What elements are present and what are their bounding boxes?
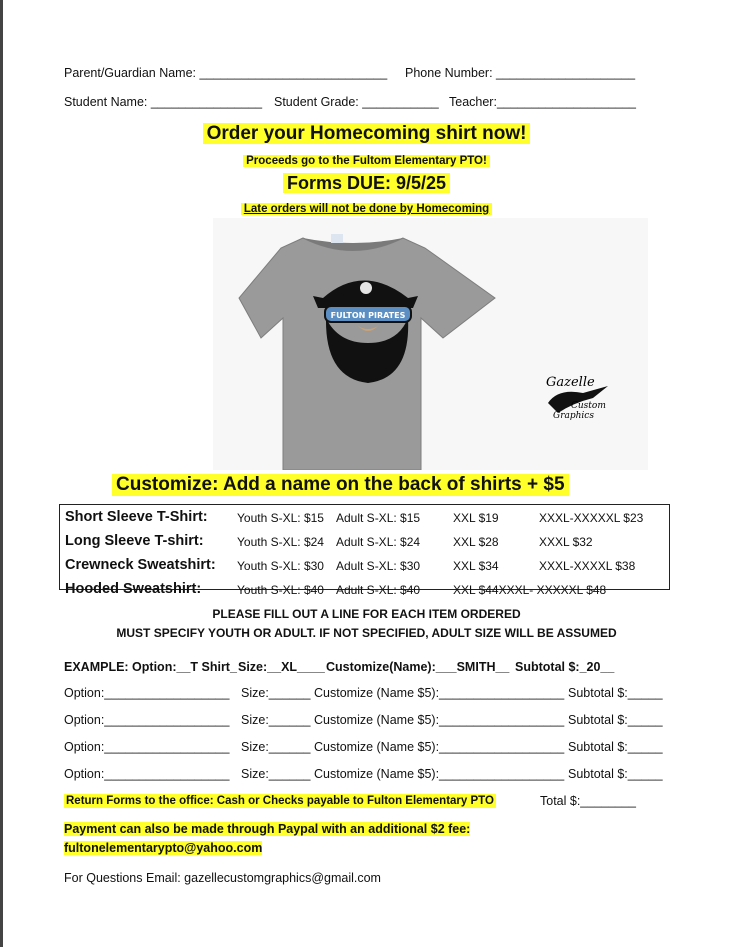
price-youth: Youth S-XL: $40 [237, 583, 324, 597]
subtotal-field[interactable]: Subtotal $:_____ [568, 767, 663, 781]
price-youth: Youth S-XL: $30 [237, 559, 324, 573]
price-youth: Youth S-XL: $15 [237, 511, 324, 525]
option-field[interactable]: Option:__________________ [64, 767, 230, 781]
subtotal-field[interactable]: Subtotal $:_____ [568, 740, 663, 754]
size-field[interactable]: Size:______ [241, 740, 311, 754]
shirt-image [213, 218, 648, 470]
parent-guardian-field [64, 66, 387, 80]
price-xxl: XXL $28 [453, 535, 499, 549]
brand-custom: Custom [571, 401, 606, 411]
option-field[interactable]: Option:__________________ [64, 713, 230, 727]
paypal-fee-text: Payment can also be made through Paypal with an additional $2 fee: [64, 822, 471, 836]
shirt-banner-text: FULTON PIRATES [330, 311, 406, 320]
price-xxl: XXL $19 [453, 511, 499, 525]
student-grade-label: Student Grade: ___________ [274, 95, 439, 109]
title-due-date: Forms DUE: 9/5/25 [283, 173, 450, 193]
option-field[interactable]: Option:__________________ [64, 740, 230, 754]
title-late-notice: Late orders will not be done by Homecoming [241, 203, 492, 215]
paypal-email[interactable]: fultonelementarypto@yahoo.com [64, 841, 263, 855]
option-field[interactable]: Option:__________________ [64, 686, 230, 700]
student-name-field [64, 95, 262, 109]
student-name-label: Student Name: ________________ [64, 95, 263, 109]
notice-fill-line: PLEASE FILL OUT A LINE FOR EACH ITEM ORDERED [212, 607, 521, 621]
size-field[interactable]: Size:______ [241, 713, 311, 727]
title-late-row [0, 199, 733, 217]
tshirt-graphic [213, 218, 648, 470]
skull-emblem [360, 282, 372, 294]
price-item-name: Hooded Sweatshirt: [65, 581, 202, 597]
brand-graphics: Graphics [553, 411, 594, 421]
example-customize: Customize(Name):___SMITH__ [326, 660, 510, 674]
student-grade-field [274, 95, 439, 109]
example-subtotal: Subtotal $:_20__ [515, 660, 615, 674]
questions-email: For Questions Email: gazellecustomgraphics@gmail.com [64, 871, 381, 885]
price-xxxl: XXXL-XXXXL $38 [539, 559, 636, 573]
price-xxxl: XXXL $32 [539, 535, 593, 549]
teacher-field [449, 95, 636, 109]
parent-name-label: Parent/Guardian Name: ___________________________ [64, 66, 388, 80]
price-adult: Adult S-XL: $30 [336, 559, 421, 573]
price-xxl: XXL $34 [453, 559, 499, 573]
subtotal-field[interactable]: Subtotal $:_____ [568, 713, 663, 727]
price-adult: Adult S-XL: $40 [336, 583, 421, 597]
teacher-label: Teacher:____________________ [449, 95, 636, 109]
title-proceeds-row [0, 151, 733, 169]
notice-youth-adult: MUST SPECIFY YOUTH OR ADULT. IF NOT SPECIFIED, ADULT SIZE WILL BE ASSUMED [116, 626, 617, 640]
title-proceeds: Proceeds go to the Fultom Elementary PTO! [243, 155, 490, 167]
price-item-name: Short Sleeve T-Shirt: [65, 509, 208, 525]
customize-banner: Customize: Add a name on the back of shirts + $5 [112, 474, 569, 496]
phone-label: Phone Number: ____________________ [405, 66, 636, 80]
price-xxxl: XXXL-XXXXXL $23 [539, 511, 644, 525]
tshirt-tag [331, 234, 343, 243]
title-due-row [0, 173, 733, 194]
brand-gazelle: Gazelle [546, 375, 595, 390]
customize-field[interactable]: Customize (Name $5):__________________ [314, 713, 565, 727]
example-option: EXAMPLE: Option:__T Shirt_ [64, 660, 237, 674]
price-xxl: XXL $44XXXL- XXXXXL $48 [453, 583, 607, 597]
size-field[interactable]: Size:______ [241, 686, 311, 700]
return-forms-text: Return Forms to the office: Cash or Checks payable to Fulton Elementary PTO [66, 795, 494, 807]
size-field[interactable]: Size:______ [241, 767, 311, 781]
subtotal-field[interactable]: Subtotal $:_____ [568, 686, 663, 700]
example-size: Size:__XL____ [238, 660, 325, 674]
phone-number-field [405, 66, 635, 80]
customize-field[interactable]: Customize (Name $5):__________________ [314, 686, 565, 700]
customize-field[interactable]: Customize (Name $5):__________________ [314, 767, 565, 781]
price-item-name: Long Sleeve T-shirt: [65, 533, 204, 549]
title-order-row [0, 123, 733, 145]
price-youth: Youth S-XL: $24 [237, 535, 324, 549]
customize-field[interactable]: Customize (Name $5):__________________ [314, 740, 565, 754]
price-table [59, 504, 670, 597]
price-adult: Adult S-XL: $24 [336, 535, 421, 549]
total-field[interactable]: Total $:________ [540, 794, 636, 808]
title-order: Order your Homecoming shirt now! [203, 123, 531, 144]
price-adult: Adult S-XL: $15 [336, 511, 421, 525]
price-item-name: Crewneck Sweatshirt: [65, 557, 216, 573]
